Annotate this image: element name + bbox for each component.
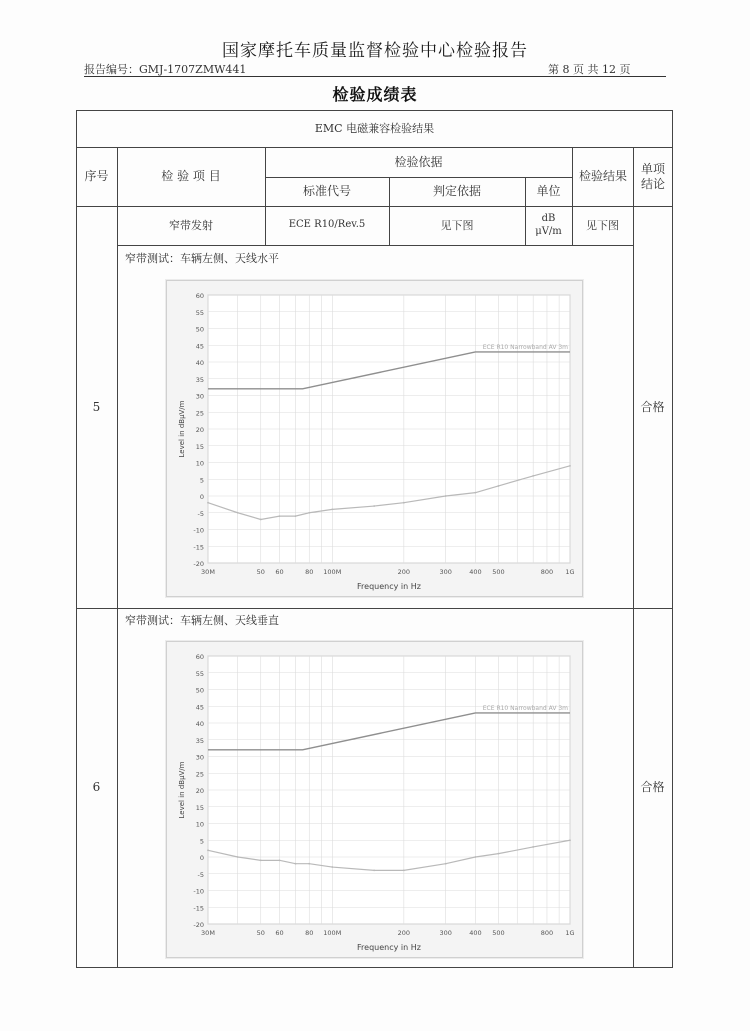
measurement-point (279, 515, 281, 517)
y-tick-label: 10 (195, 459, 204, 468)
measurement-point (403, 502, 405, 504)
y-tick-label: 50 (195, 325, 204, 334)
x-tick-label: 1G (565, 929, 575, 937)
col-item-header: 检 验 项 目 (161, 169, 221, 183)
test-seq-5: 5 (92, 399, 101, 414)
test-label-5: 窄带测试：车辆左侧、天线水平 (125, 252, 279, 265)
y-tick-label: -5 (197, 509, 204, 518)
x-tick-label: 200 (397, 929, 411, 937)
report-number-value: GMJ-1707ZMW441 (139, 63, 247, 76)
x-axis-label: Frequency in Hz (357, 582, 421, 591)
col-unit-header: 单位 (536, 184, 561, 198)
measurement-point (237, 856, 239, 858)
measurement-point (498, 485, 500, 487)
measurement-point (569, 839, 571, 841)
y-tick-label: 60 (195, 292, 204, 300)
table-border-right (672, 110, 673, 968)
measurement-point (207, 849, 209, 851)
measurement-point (331, 866, 333, 868)
measurement-point (279, 859, 281, 861)
emission-chart-vertical (167, 642, 582, 957)
x-tick-label: 30M (201, 929, 215, 937)
measurement-point (373, 870, 375, 872)
x-tick-label: 50 (256, 568, 265, 576)
report-number (84, 61, 246, 77)
limit-line-label: ECE R10 Narrowband AV 3m (482, 343, 568, 351)
col-standard-header: 标准代号 (302, 184, 351, 198)
standard-code: ECE R10/Rev.5 (288, 219, 366, 231)
y-tick-label: -20 (193, 921, 204, 929)
y-tick-label: 55 (195, 308, 204, 317)
x-tick-label: 80 (305, 929, 314, 937)
y-tick-label: 45 (195, 342, 204, 351)
y-tick-label: 15 (195, 803, 204, 812)
y-tick-label: 55 (195, 669, 204, 678)
x-tick-label: 80 (305, 568, 314, 576)
y-tick-label: -20 (193, 560, 204, 568)
verdict-5: 合格 (640, 399, 665, 414)
y-tick-label: -15 (193, 904, 204, 913)
page-info: 第 8 页 共 12 页 (548, 63, 631, 76)
measurement-point (237, 512, 239, 514)
table-rule (117, 147, 118, 968)
page-title: 检验成绩表 (332, 85, 418, 104)
y-tick-label: 40 (195, 359, 204, 367)
table-border-bottom (76, 967, 673, 968)
measurement-point (569, 465, 571, 467)
measurement-point (260, 859, 262, 861)
y-tick-label: -10 (193, 887, 204, 896)
table-rule (76, 608, 673, 609)
x-tick-label: 200 (397, 568, 411, 576)
x-tick-label: 500 (492, 929, 505, 937)
y-tick-label: 30 (195, 753, 204, 762)
measurement-point (445, 863, 447, 865)
y-tick-label: 0 (199, 854, 204, 862)
x-axis-label: Frequency in Hz (357, 943, 421, 952)
measurement-point (475, 856, 477, 858)
x-tick-label: 400 (469, 568, 482, 576)
measurement-point (498, 853, 500, 855)
measurement-point (403, 870, 405, 872)
x-tick-label: 60 (275, 929, 284, 937)
col-seq-header: 序号 (84, 169, 109, 183)
col-criteria-header: 判定依据 (432, 184, 481, 198)
y-tick-label: 35 (195, 375, 204, 384)
measurement-point (295, 515, 297, 517)
emission-chart-horizontal (167, 281, 582, 596)
y-tick-label: 40 (195, 720, 204, 728)
y-tick-label: -10 (193, 526, 204, 535)
x-tick-label: 400 (469, 929, 482, 937)
criteria-value: 见下图 (440, 218, 474, 232)
measurement-point (445, 495, 447, 497)
x-tick-label: 1G (565, 568, 575, 576)
y-axis-label: Level in dBμV/m (178, 400, 186, 458)
y-tick-label: 0 (199, 493, 204, 501)
y-tick-label: 25 (195, 770, 204, 779)
y-tick-label: 15 (195, 442, 204, 451)
measurement-point (331, 509, 333, 511)
measurement-point (532, 846, 534, 848)
x-tick-label: 800 (540, 568, 554, 576)
x-tick-label: 60 (275, 568, 284, 576)
x-tick-label: 30M (201, 568, 215, 576)
x-tick-label: 800 (540, 929, 554, 937)
y-tick-label: 25 (195, 409, 204, 418)
x-tick-label: 300 (439, 568, 452, 576)
y-tick-label: 60 (195, 653, 204, 661)
y-tick-label: -5 (197, 870, 204, 879)
measurement-point (295, 863, 297, 865)
report-number-label: 报告编号： (84, 63, 139, 76)
report-header-title: 国家摩托车质量监督检验中心检验报告 (222, 41, 528, 61)
measurement-point (475, 492, 477, 494)
x-tick-label: 300 (439, 929, 452, 937)
test-item-name: 窄带发射 (169, 218, 213, 232)
col-conclusion-header: 单项结论 (640, 161, 665, 191)
verdict-6: 合格 (640, 780, 665, 794)
y-tick-label: 35 (195, 736, 204, 745)
x-tick-label: 100M (323, 929, 342, 937)
test-label-6: 窄带测试：车辆左侧、天线垂直 (125, 614, 279, 627)
y-tick-label: 45 (195, 703, 204, 712)
result-value: 见下图 (586, 218, 619, 232)
table-caption: EMC 电磁兼容检验结果 (314, 121, 435, 135)
y-tick-label: 5 (199, 837, 204, 846)
y-tick-label: 30 (195, 392, 204, 401)
chart-frame-vertical (166, 641, 583, 958)
y-tick-label: 5 (199, 476, 204, 485)
header-rule (84, 76, 666, 77)
y-tick-label: -15 (193, 543, 204, 552)
measurement-point (373, 505, 375, 507)
measurement-point (532, 475, 534, 477)
y-axis-label: Level in dBμV/m (178, 761, 186, 819)
measurement-point (308, 863, 310, 865)
y-tick-label: 10 (195, 820, 204, 829)
measurement-point (207, 502, 209, 504)
y-tick-label: 20 (195, 426, 204, 434)
limit-line-label: ECE R10 Narrowband AV 3m (482, 704, 568, 712)
measurement-point (308, 512, 310, 514)
chart-frame-horizontal (166, 280, 583, 597)
col-basis-header: 检验依据 (394, 154, 443, 169)
test-seq-6: 6 (92, 780, 101, 794)
table-rule (117, 245, 634, 246)
y-tick-label: 50 (195, 686, 204, 695)
x-tick-label: 500 (492, 568, 505, 576)
x-tick-label: 50 (256, 929, 265, 937)
col-result-header: 检验结果 (578, 169, 627, 183)
x-tick-label: 100M (323, 568, 342, 576)
measurement-point (260, 519, 262, 521)
y-tick-label: 20 (195, 787, 204, 795)
unit-value: dB μV/m (535, 213, 562, 237)
